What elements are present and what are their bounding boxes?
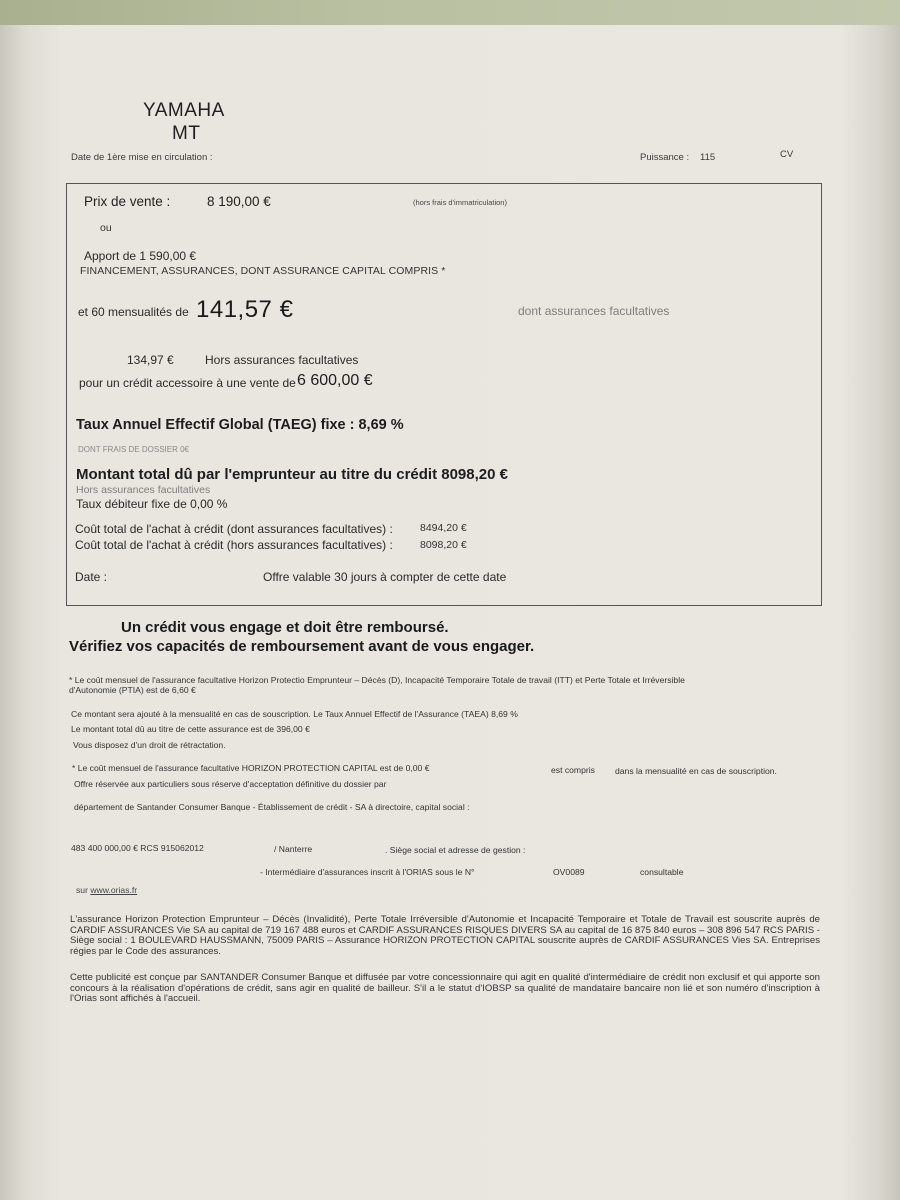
date-label: Date : <box>75 570 108 584</box>
total-due-note: Hors assurances facultatives <box>76 484 211 496</box>
credit-value: 6 600,00 € <box>297 372 373 389</box>
taeg-text: Taux Annuel Effectif Global (TAEG) fixe : 8,69 % <box>76 417 404 433</box>
website-prefix: sur <box>76 885 88 895</box>
included-suffix: dans la mensualité en cas de souscription. <box>615 766 777 776</box>
excl-insurance-label: Hors assurances facultatives <box>205 353 359 367</box>
installment-value: 141,57 € <box>196 296 294 323</box>
legal-paragraph-advertising: Cette publicité est conçue par SANTANDER Consumer Banque et diffusée par votre concessionnaire qui agit en qualité d'intermédiaire de crédit non exclusif et qui apporte son concours à la réalisation d'opérations de crédit, sans agir en qualité de bailleur. S'il a le statut d'IOBSP sa qualité de mandataire bancaire non lié et son numéro d'inscription à l'Orias sont affichés à l'accueil. <box>70 972 820 1005</box>
department-text: département de Santander Consumer Banque - Établissement de crédit - SA à directoire, capital social : <box>74 802 470 812</box>
total-cost-incl-label: Coût total de l'achat à crédit (dont assurances facultatives) : <box>75 522 393 536</box>
power-label: Puissance : <box>640 152 690 163</box>
or-text: ou <box>100 222 112 234</box>
price-label: Prix de vente : <box>84 194 171 209</box>
installments-suffix: dont assurances facultatives <box>518 304 670 318</box>
deposit-text: Apport de 1 590,00 € <box>84 249 197 263</box>
total-cost-excl-value: 8098,20 € <box>420 539 467 551</box>
warning-line-2: Vérifiez vos capacités de remboursement avant de vous engager. <box>69 638 535 655</box>
power-value: 115 <box>700 152 716 163</box>
orias-text: - Intermédiaire d'assurances inscrit à l'ORIAS sous le N° <box>260 867 475 877</box>
included-text: est compris <box>551 765 595 775</box>
insurance-note-line-1: * Le coût mensuel de l'assurance facultative Horizon Protectio Emprunteur – Décès (D), Incapacité Temporaire Totale de travail (ITT) et Perte Totale et Irréversible <box>69 675 685 685</box>
capital-insurance-text: * Le coût mensuel de l'assurance facultative HORIZON PROTECTION CAPITAL est de 0,00 € <box>72 763 430 773</box>
credit-label: pour un crédit accessoire à une vente de <box>79 376 296 390</box>
hq-text: . Siège social et adresse de gestion : <box>385 845 526 855</box>
total-cost-excl-label: Coût total de l'achat à crédit (hors assurances facultatives) : <box>75 538 393 552</box>
reserved-text: Offre réservée aux particuliers sous réserve d'acceptation définitive du dossier par <box>74 779 387 789</box>
consult-text: consultable <box>640 867 684 877</box>
withdrawal-text: Vous disposez d'un droit de rétractation. <box>73 740 226 750</box>
excl-insurance-value: 134,97 € <box>127 353 174 367</box>
installments-prefix: et 60 mensualités de <box>78 305 189 319</box>
website-line <box>76 885 137 895</box>
price-value: 8 190,00 € <box>207 194 271 209</box>
validity-text: Offre valable 30 jours à compter de cette date <box>263 570 507 584</box>
total-cost-incl-value: 8494,20 € <box>420 522 467 534</box>
orias-number: OV0089 <box>553 867 585 877</box>
vehicle-model: MT <box>172 123 201 144</box>
legal-paragraph-insurance: L'assurance Horizon Protection Emprunteur – Décès (Invalidité), Perte Totale Irréversible d'Autonomie et Incapacité Temporaire et Totale de Travail est souscrite auprès de CARDIF ASSURANCES Vie SA au capital de 719 167 488 euros et CARDIF ASSURANCES RISQUES DIVERS SA au capital de 16 875 840 euros – 308 896 547 RCS PARIS - Siège social : 1 BOULEVARD HAUSSMANN, 75009 PARIS – Assurance HORIZON PROTECTION CAPITAL souscrite auprès de CARDIF ASSURANCES Vies SA. Entreprises régies par le Code des assurances. <box>70 914 820 957</box>
debit-rate-text: Taux débiteur fixe de 0,00 % <box>76 497 228 511</box>
total-due-text: Montant total dû par l'emprunteur au titre du crédit 8098,20 € <box>76 466 508 483</box>
capital-amount: 483 400 000,00 € RCS 915062012 <box>71 843 204 853</box>
fees-text: DONT FRAIS DE DOSSIER 0€ <box>78 445 189 454</box>
city-text: / Nanterre <box>274 844 313 854</box>
vehicle-brand: YAMAHA <box>143 100 225 121</box>
financing-text: FINANCEMENT, ASSURANCES, DONT ASSURANCE CAPITAL COMPRIS * <box>80 265 446 277</box>
orias-website-link[interactable]: www.orias.fr <box>90 885 138 895</box>
warning-line-1: Un crédit vous engage et doit être remboursé. <box>121 619 449 636</box>
price-note: (hors frais d'immatriculation) <box>413 198 507 207</box>
taea-text: Ce montant sera ajouté à la mensualité en cas de souscription. Le Taux Annuel Effectif de l'Assurance (TAEA) 8,69 % <box>71 709 518 719</box>
insurance-note-line-2: d'Autonomie (PTIA) est de 6,60 € <box>69 685 196 695</box>
insurance-total-text: Le montant total dû au titre de cette assurance est de 396,00 € <box>71 724 310 734</box>
first-registration-label: Date de 1ère mise en circulation : <box>71 152 213 163</box>
power-unit: CV <box>780 149 794 160</box>
